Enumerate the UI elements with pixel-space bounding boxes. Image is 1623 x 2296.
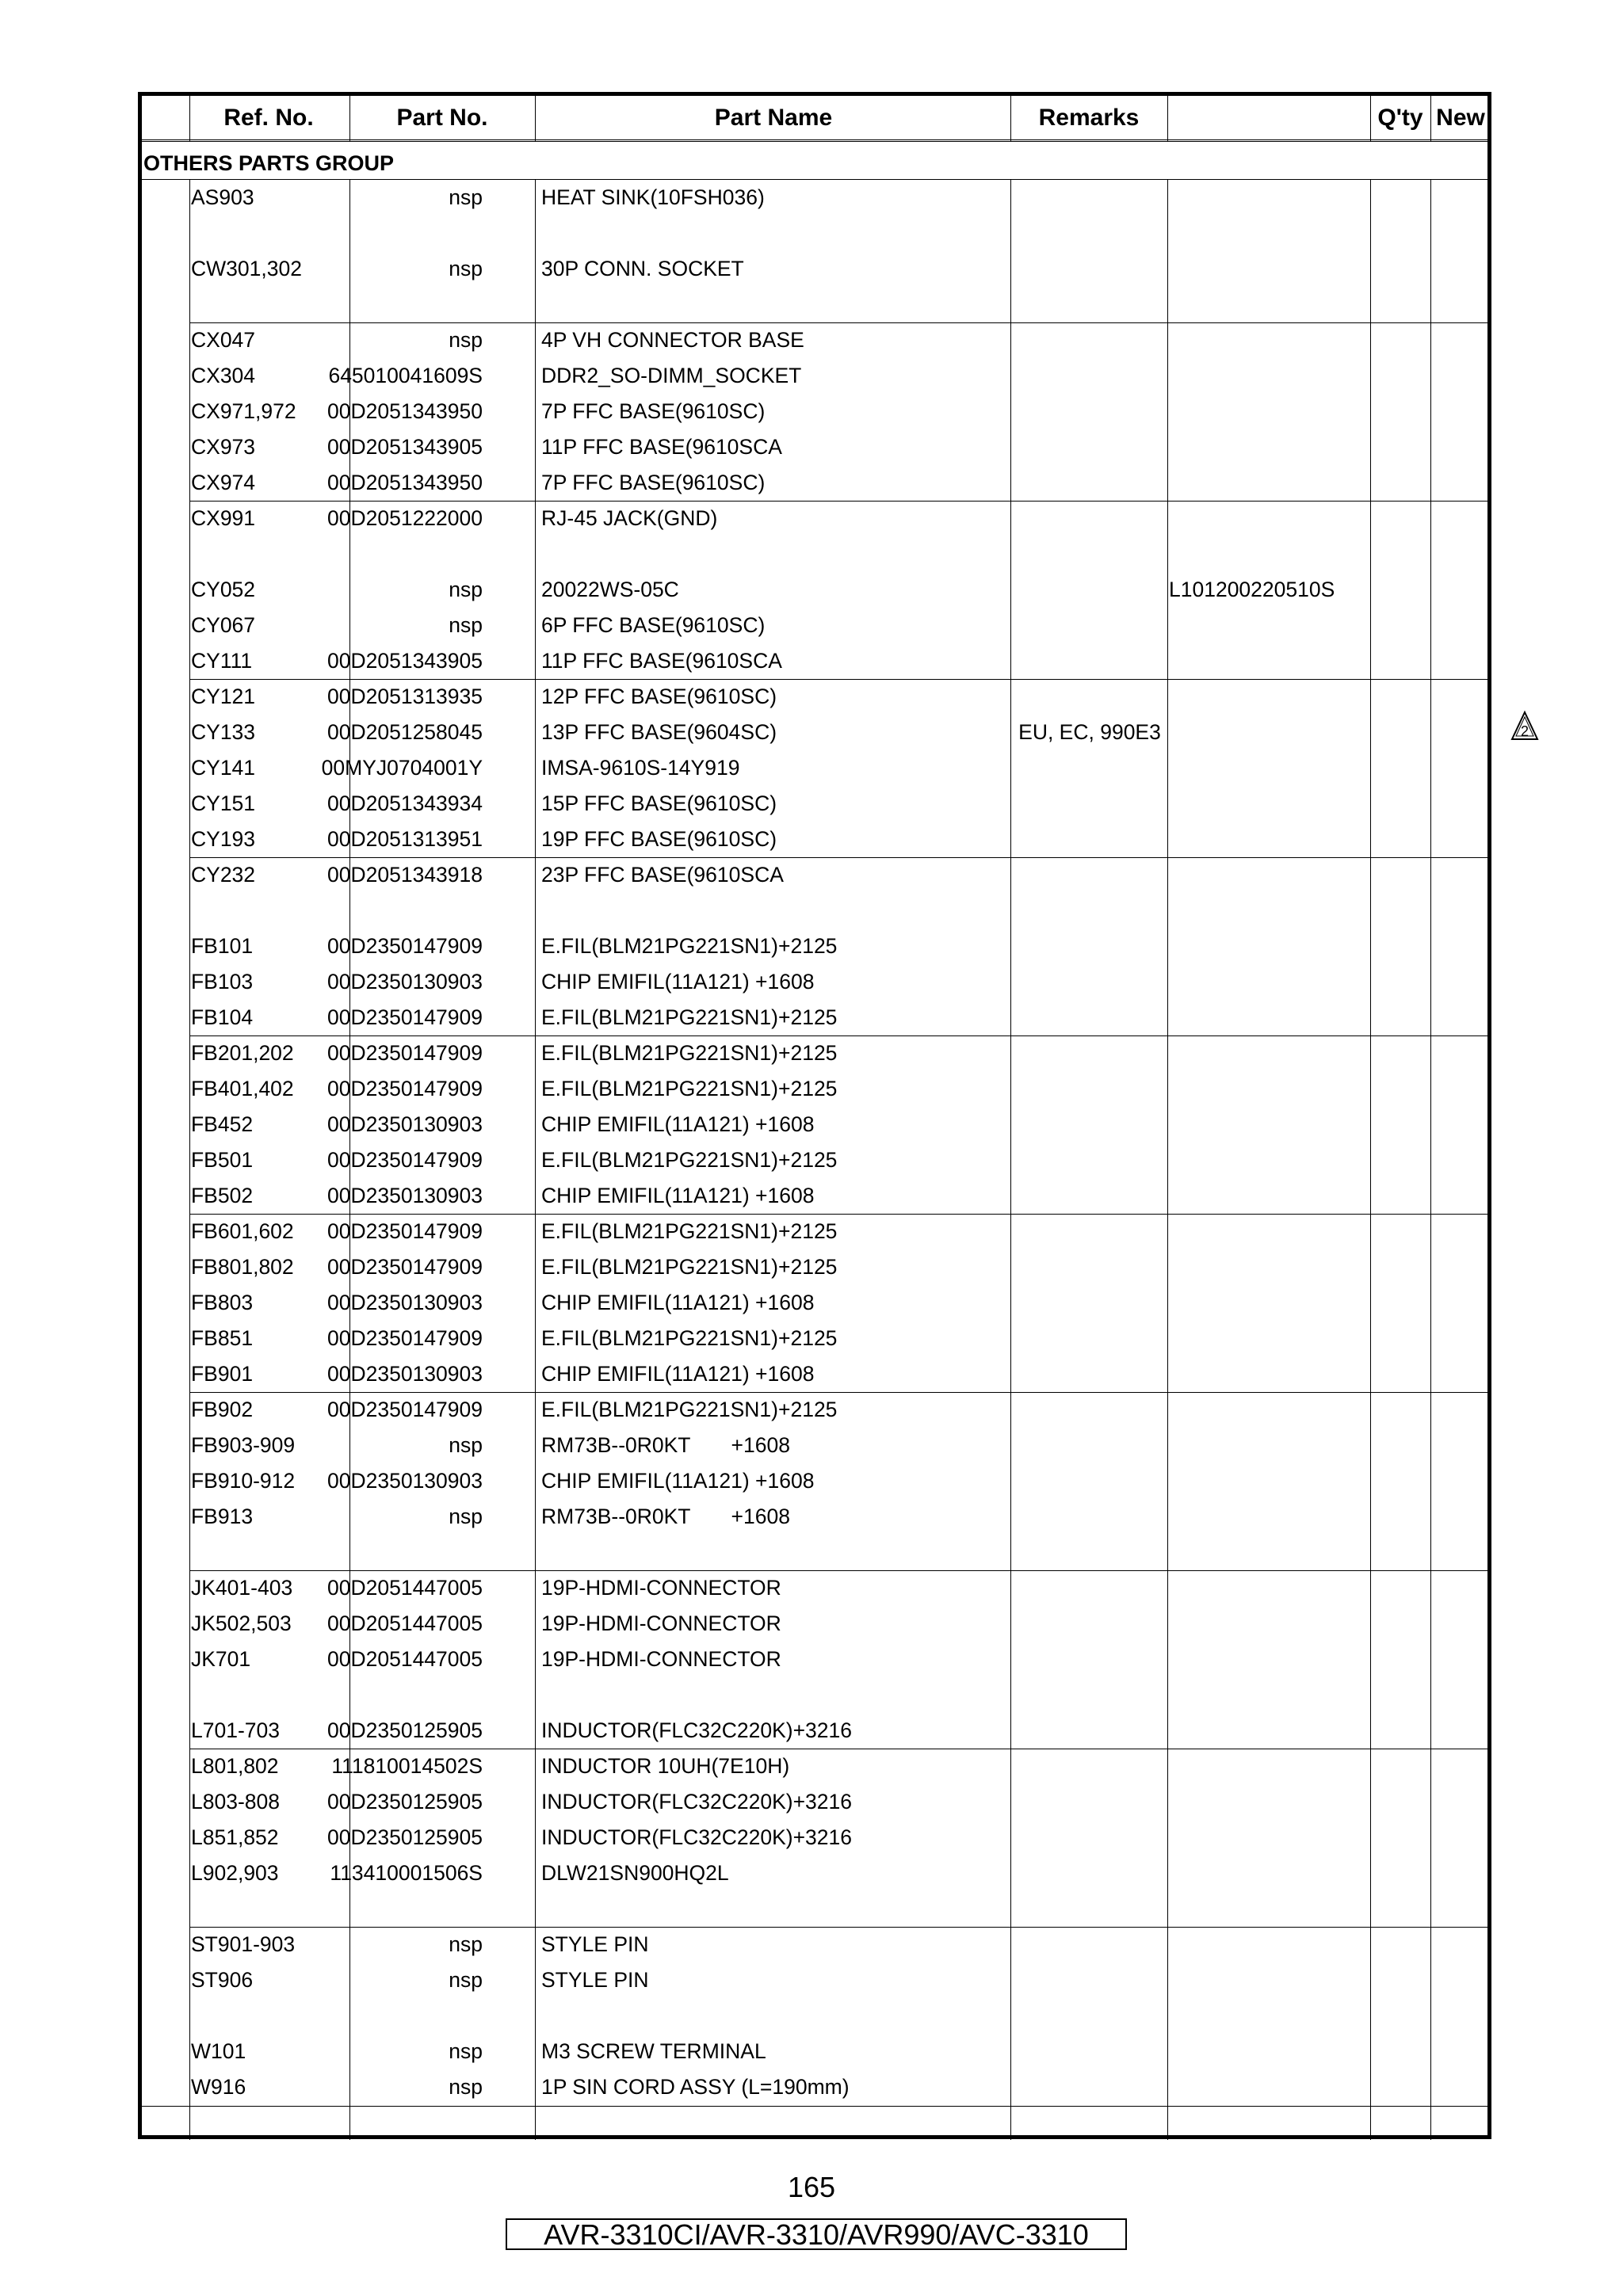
part-no-cell: 00D2350147909 bbox=[327, 1398, 483, 1421]
part-name-cell: INDUCTOR(FLC32C220K)+3216 bbox=[541, 1825, 853, 1849]
table-row bbox=[142, 2069, 1487, 2105]
table-row bbox=[142, 1962, 1487, 1998]
ref-no-cell: JK401-403 bbox=[191, 1576, 293, 1600]
ref-no-cell: FB801,802 bbox=[191, 1255, 294, 1279]
group-separator bbox=[189, 1035, 1491, 1036]
part-name-cell: 13P FFC BASE(9604SC) bbox=[541, 720, 777, 744]
part-no-cell: 00D2051447005 bbox=[327, 1576, 483, 1600]
table-header bbox=[142, 96, 1487, 142]
part-no-cell: 00D2350130903 bbox=[327, 1112, 483, 1136]
header-part-no: Part No. bbox=[396, 105, 488, 131]
table-row bbox=[142, 822, 1487, 857]
part-name-cell: STYLE PIN bbox=[541, 1932, 649, 1956]
part-name-cell: M3 SCREW TERMINAL bbox=[541, 2039, 766, 2063]
table-row bbox=[142, 1713, 1487, 1749]
ref-no-cell: CY193 bbox=[191, 827, 256, 851]
table-row bbox=[142, 1463, 1487, 1499]
table-row bbox=[142, 1142, 1487, 1178]
ref-no-cell: FB901 bbox=[191, 1362, 254, 1386]
part-no-cell: 00D2051313935 bbox=[327, 685, 483, 708]
ref-no-cell: JK502,503 bbox=[191, 1611, 292, 1635]
part-name-cell: HEAT SINK(10FSH036) bbox=[541, 185, 765, 209]
part-name-cell: E.FIL(BLM21PG221SN1)+2125 bbox=[541, 1219, 838, 1243]
part-name-cell: 19P FFC BASE(9610SC) bbox=[541, 827, 777, 851]
table-row bbox=[142, 429, 1487, 465]
ref-no-cell: FB601,602 bbox=[191, 1219, 294, 1243]
part-name-cell: 1P SIN CORD ASSY (L=190mm) bbox=[541, 2075, 850, 2099]
table-row bbox=[142, 1249, 1487, 1285]
part-name-cell: 23P FFC BASE(9610SCA bbox=[541, 863, 784, 887]
table-row bbox=[142, 180, 1487, 215]
part-name-cell: E.FIL(BLM21PG221SN1)+2125 bbox=[541, 934, 838, 958]
ref-no-cell: CY111 bbox=[191, 649, 253, 673]
part-no-cell: nsp bbox=[449, 2075, 483, 2099]
ref-no-cell: CY151 bbox=[191, 791, 256, 815]
table-row bbox=[142, 1677, 1487, 1713]
part-no-cell: 00D2051343918 bbox=[327, 863, 483, 887]
part-name-cell: STYLE PIN bbox=[541, 1968, 649, 1992]
ref-no-cell: CY121 bbox=[191, 685, 256, 708]
table-row bbox=[142, 287, 1487, 322]
ref-no-cell: FB201,202 bbox=[191, 1041, 294, 1065]
table-row bbox=[142, 1499, 1487, 1535]
part-name-cell: 4P VH CONNECTOR BASE bbox=[541, 328, 804, 352]
table-row bbox=[142, 1998, 1487, 2034]
part-name-cell: E.FIL(BLM21PG221SN1)+2125 bbox=[541, 1255, 838, 1279]
part-no-cell: 00D2350130903 bbox=[327, 1291, 483, 1314]
table-row bbox=[142, 501, 1487, 536]
ref-no-cell: FB851 bbox=[191, 1326, 254, 1350]
table-row bbox=[142, 1820, 1487, 1855]
part-name-cell: DLW21SN900HQ2L bbox=[541, 1861, 729, 1885]
extra-cell: L101200220510S bbox=[1169, 578, 1335, 601]
table-row bbox=[142, 1570, 1487, 1606]
column-divider bbox=[1370, 96, 1371, 142]
ref-no-cell: CY067 bbox=[191, 613, 256, 637]
ref-no-cell: FB910-912 bbox=[191, 1469, 296, 1493]
part-no-cell: nsp bbox=[449, 1433, 483, 1457]
table-row bbox=[142, 215, 1487, 251]
ref-no-cell: ST906 bbox=[191, 1968, 254, 1992]
table-row bbox=[142, 1035, 1487, 1071]
group-separator bbox=[189, 501, 1491, 502]
part-no-cell: nsp bbox=[449, 578, 483, 601]
table-row bbox=[142, 1000, 1487, 1035]
part-name-cell: 7P FFC BASE(9610SC) bbox=[541, 471, 766, 494]
ref-no-cell: FB913 bbox=[191, 1505, 254, 1528]
table-row bbox=[142, 857, 1487, 893]
part-name-cell: 15P FFC BASE(9610SC) bbox=[541, 791, 777, 815]
table-row bbox=[142, 608, 1487, 643]
part-no-cell: nsp bbox=[449, 185, 483, 209]
ref-no-cell: W101 bbox=[191, 2039, 246, 2063]
table-row bbox=[142, 643, 1487, 679]
part-no-cell: 00D2350125905 bbox=[327, 1825, 483, 1849]
ref-no-cell: CX971,972 bbox=[191, 399, 296, 423]
part-name-cell: INDUCTOR(FLC32C220K)+3216 bbox=[541, 1718, 853, 1742]
part-name-cell: 6P FFC BASE(9610SC) bbox=[541, 613, 766, 637]
part-name-cell: E.FIL(BLM21PG221SN1)+2125 bbox=[541, 1005, 838, 1029]
part-name-cell: CHIP EMIFIL(11A121) +1608 bbox=[541, 1469, 815, 1493]
table-row bbox=[142, 1071, 1487, 1107]
ref-no-cell: CX973 bbox=[191, 435, 256, 459]
part-name-cell: 19P-HDMI-CONNECTOR bbox=[541, 1576, 781, 1600]
part-name-cell: CHIP EMIFIL(11A121) +1608 bbox=[541, 1112, 815, 1136]
ref-no-cell: L801,802 bbox=[191, 1754, 279, 1778]
column-divider bbox=[1167, 96, 1168, 142]
table-row bbox=[142, 715, 1487, 750]
part-name-cell: INDUCTOR(FLC32C220K)+3216 bbox=[541, 1790, 853, 1814]
ref-no-cell: CW301,302 bbox=[191, 257, 302, 280]
table-row bbox=[142, 1606, 1487, 1642]
header-new: New bbox=[1436, 105, 1485, 131]
part-no-cell: 00D2051447005 bbox=[327, 1647, 483, 1671]
part-no-cell: 00D2350147909 bbox=[327, 1077, 483, 1100]
part-no-cell: 00D2350130903 bbox=[327, 1469, 483, 1493]
ref-no-cell: FB104 bbox=[191, 1005, 254, 1029]
ref-no-cell: CX304 bbox=[191, 364, 256, 387]
column-divider bbox=[1010, 96, 1011, 142]
part-no-cell: nsp bbox=[449, 1505, 483, 1528]
part-no-cell: 00MYJ0704001Y bbox=[321, 756, 483, 780]
part-no-cell: nsp bbox=[449, 2039, 483, 2063]
part-name-cell: CHIP EMIFIL(11A121) +1608 bbox=[541, 1184, 815, 1207]
table-row bbox=[142, 1535, 1487, 1570]
table-row bbox=[142, 1356, 1487, 1392]
table-row bbox=[142, 1927, 1487, 1962]
part-no-cell: 00D2051343905 bbox=[327, 649, 483, 673]
part-no-cell: 00D2051222000 bbox=[327, 506, 483, 530]
ref-no-cell: FB452 bbox=[191, 1112, 254, 1136]
model-name: AVR-3310CI/AVR-3310/AVR990/AVC-3310 bbox=[506, 2218, 1127, 2250]
ref-no-cell: FB401,402 bbox=[191, 1077, 294, 1100]
ref-no-cell: FB501 bbox=[191, 1148, 254, 1172]
table-row bbox=[142, 358, 1487, 394]
part-no-cell: 00D2350147909 bbox=[327, 934, 483, 958]
ref-no-cell: L701-703 bbox=[191, 1718, 280, 1742]
table-row bbox=[142, 1749, 1487, 1784]
table-row bbox=[142, 394, 1487, 429]
ref-no-cell: ST901-903 bbox=[191, 1932, 296, 1956]
part-no-cell: 645010041609S bbox=[328, 364, 483, 387]
part-no-cell: 00D2350130903 bbox=[327, 1362, 483, 1386]
part-no-cell: nsp bbox=[449, 613, 483, 637]
column-divider bbox=[189, 96, 190, 142]
part-no-cell: 00D2350125905 bbox=[327, 1790, 483, 1814]
ref-no-cell: FB903-909 bbox=[191, 1433, 296, 1457]
part-no-cell: 00D2051258045 bbox=[327, 720, 483, 744]
table-row bbox=[142, 1214, 1487, 1249]
part-no-cell: 00D2350147909 bbox=[327, 1255, 483, 1279]
part-name-cell: E.FIL(BLM21PG221SN1)+2125 bbox=[541, 1326, 838, 1350]
table-row bbox=[142, 1392, 1487, 1428]
table-row bbox=[142, 1321, 1487, 1356]
part-name-cell: E.FIL(BLM21PG221SN1)+2125 bbox=[541, 1148, 838, 1172]
header-remarks: Remarks bbox=[1038, 105, 1140, 131]
table-row bbox=[142, 536, 1487, 572]
table-row bbox=[142, 1891, 1487, 1927]
table-row bbox=[142, 893, 1487, 929]
part-name-cell: E.FIL(BLM21PG221SN1)+2125 bbox=[541, 1077, 838, 1100]
ref-no-cell: CY232 bbox=[191, 863, 256, 887]
parts-list-table bbox=[138, 92, 1491, 2139]
table-bottom-rule bbox=[142, 2106, 1487, 2107]
part-name-cell: CHIP EMIFIL(11A121) +1608 bbox=[541, 1362, 815, 1386]
revision-number: 2 bbox=[1520, 723, 1529, 739]
part-no-cell: 00D2350147909 bbox=[327, 1041, 483, 1065]
part-name-cell: 7P FFC BASE(9610SC) bbox=[541, 399, 766, 423]
table-row bbox=[142, 1784, 1487, 1820]
part-name-cell: RM73B--0R0KT +1608 bbox=[541, 1433, 790, 1457]
group-separator bbox=[189, 857, 1491, 858]
page-number: 165 bbox=[787, 2171, 836, 2203]
part-name-cell: IMSA-9610S-14Y919 bbox=[541, 756, 740, 780]
table-row bbox=[142, 964, 1487, 1000]
ref-no-cell: L902,903 bbox=[191, 1861, 279, 1885]
part-name-cell: 19P-HDMI-CONNECTOR bbox=[541, 1611, 781, 1635]
ref-no-cell: FB803 bbox=[191, 1291, 254, 1314]
part-no-cell: 00D2051343934 bbox=[327, 791, 483, 815]
part-no-cell: 113410001506S bbox=[330, 1861, 483, 1885]
part-no-cell: 00D2051313951 bbox=[327, 827, 483, 851]
revision-triangle-icon bbox=[1510, 710, 1539, 742]
ref-no-cell: CY052 bbox=[191, 578, 256, 601]
part-no-cell: 00D2350125905 bbox=[327, 1718, 483, 1742]
part-no-cell: 00D2350130903 bbox=[327, 1184, 483, 1207]
header-ref-no: Ref. No. bbox=[223, 105, 314, 131]
table-row bbox=[142, 786, 1487, 822]
part-name-cell: 11P FFC BASE(9610SCA bbox=[541, 435, 782, 459]
column-divider bbox=[1430, 96, 1431, 142]
part-name-cell: DDR2_SO-DIMM_SOCKET bbox=[541, 364, 802, 387]
part-name-cell: 19P-HDMI-CONNECTOR bbox=[541, 1647, 781, 1671]
ref-no-cell: CX047 bbox=[191, 328, 256, 352]
header-qty: Q'ty bbox=[1377, 105, 1423, 131]
part-name-cell: CHIP EMIFIL(11A121) +1608 bbox=[541, 1291, 815, 1314]
group-separator bbox=[189, 322, 1491, 323]
ref-no-cell: CY133 bbox=[191, 720, 256, 744]
remarks-cell: EU, EC, 990E3 bbox=[1018, 720, 1161, 744]
ref-no-cell: FB101 bbox=[191, 934, 254, 958]
table-row bbox=[142, 465, 1487, 501]
table-row bbox=[142, 322, 1487, 358]
table-row bbox=[142, 1428, 1487, 1463]
part-name-cell: E.FIL(BLM21PG221SN1)+2125 bbox=[541, 1041, 838, 1065]
part-no-cell: nsp bbox=[449, 1932, 483, 1956]
part-no-cell: nsp bbox=[449, 257, 483, 280]
table-row bbox=[142, 251, 1487, 287]
column-divider bbox=[535, 96, 536, 142]
part-name-cell: INDUCTOR 10UH(7E10H) bbox=[541, 1754, 790, 1778]
part-name-cell: 11P FFC BASE(9610SCA bbox=[541, 649, 782, 673]
ref-no-cell: FB502 bbox=[191, 1184, 254, 1207]
table-row bbox=[142, 929, 1487, 964]
part-name-cell: 20022WS-05C bbox=[541, 578, 679, 601]
ref-no-cell: FB103 bbox=[191, 970, 254, 994]
ref-no-cell: CY141 bbox=[191, 756, 256, 780]
table-row bbox=[142, 1178, 1487, 1214]
group-separator bbox=[189, 1392, 1491, 1393]
part-no-cell: 00D2051343950 bbox=[327, 471, 483, 494]
part-no-cell: nsp bbox=[449, 328, 483, 352]
group-separator bbox=[189, 679, 1491, 680]
part-no-cell: 00D2350147909 bbox=[327, 1219, 483, 1243]
ref-no-cell: L803-808 bbox=[191, 1790, 280, 1814]
group-title: OTHERS PARTS GROUP bbox=[142, 147, 1487, 180]
part-no-cell: 00D2051447005 bbox=[327, 1611, 483, 1635]
part-no-cell: 00D2051343950 bbox=[327, 399, 483, 423]
part-name-cell: CHIP EMIFIL(11A121) +1608 bbox=[541, 970, 815, 994]
part-name-cell: E.FIL(BLM21PG221SN1)+2125 bbox=[541, 1398, 838, 1421]
table-row bbox=[142, 1285, 1487, 1321]
ref-no-cell: FB902 bbox=[191, 1398, 254, 1421]
part-name-cell: RJ-45 JACK(GND) bbox=[541, 506, 718, 530]
ref-no-cell: AS903 bbox=[191, 185, 254, 209]
ref-no-cell: L851,852 bbox=[191, 1825, 279, 1849]
table-row bbox=[142, 750, 1487, 786]
table-row bbox=[142, 679, 1487, 715]
part-name-cell: 12P FFC BASE(9610SC) bbox=[541, 685, 777, 708]
header-blank bbox=[1167, 96, 1369, 139]
part-no-cell: 00D2051343905 bbox=[327, 435, 483, 459]
table-row bbox=[142, 1107, 1487, 1142]
group-separator bbox=[189, 1927, 1491, 1928]
part-no-cell: 111810014502S bbox=[331, 1754, 483, 1778]
table-row bbox=[142, 1855, 1487, 1891]
part-no-cell: 00D2350147909 bbox=[327, 1326, 483, 1350]
ref-no-cell: CX991 bbox=[191, 506, 256, 530]
table-row bbox=[142, 572, 1487, 608]
ref-no-cell: CX974 bbox=[191, 471, 256, 494]
ref-no-cell: JK701 bbox=[191, 1647, 251, 1671]
table-body bbox=[142, 180, 1487, 2140]
group-separator bbox=[189, 1570, 1491, 1571]
part-no-cell: 00D2350147909 bbox=[327, 1148, 483, 1172]
part-name-cell: 30P CONN. SOCKET bbox=[541, 257, 744, 280]
part-no-cell: nsp bbox=[449, 1968, 483, 1992]
part-name-cell: RM73B--0R0KT +1608 bbox=[541, 1505, 790, 1528]
table-row bbox=[142, 1642, 1487, 1677]
ref-no-cell: W916 bbox=[191, 2075, 246, 2099]
table-row bbox=[142, 2034, 1487, 2069]
header-part-name: Part Name bbox=[714, 105, 833, 131]
part-no-cell: 00D2350130903 bbox=[327, 970, 483, 994]
group-separator bbox=[189, 1214, 1491, 1215]
part-no-cell: 00D2350147909 bbox=[327, 1005, 483, 1029]
column-divider bbox=[349, 96, 350, 142]
